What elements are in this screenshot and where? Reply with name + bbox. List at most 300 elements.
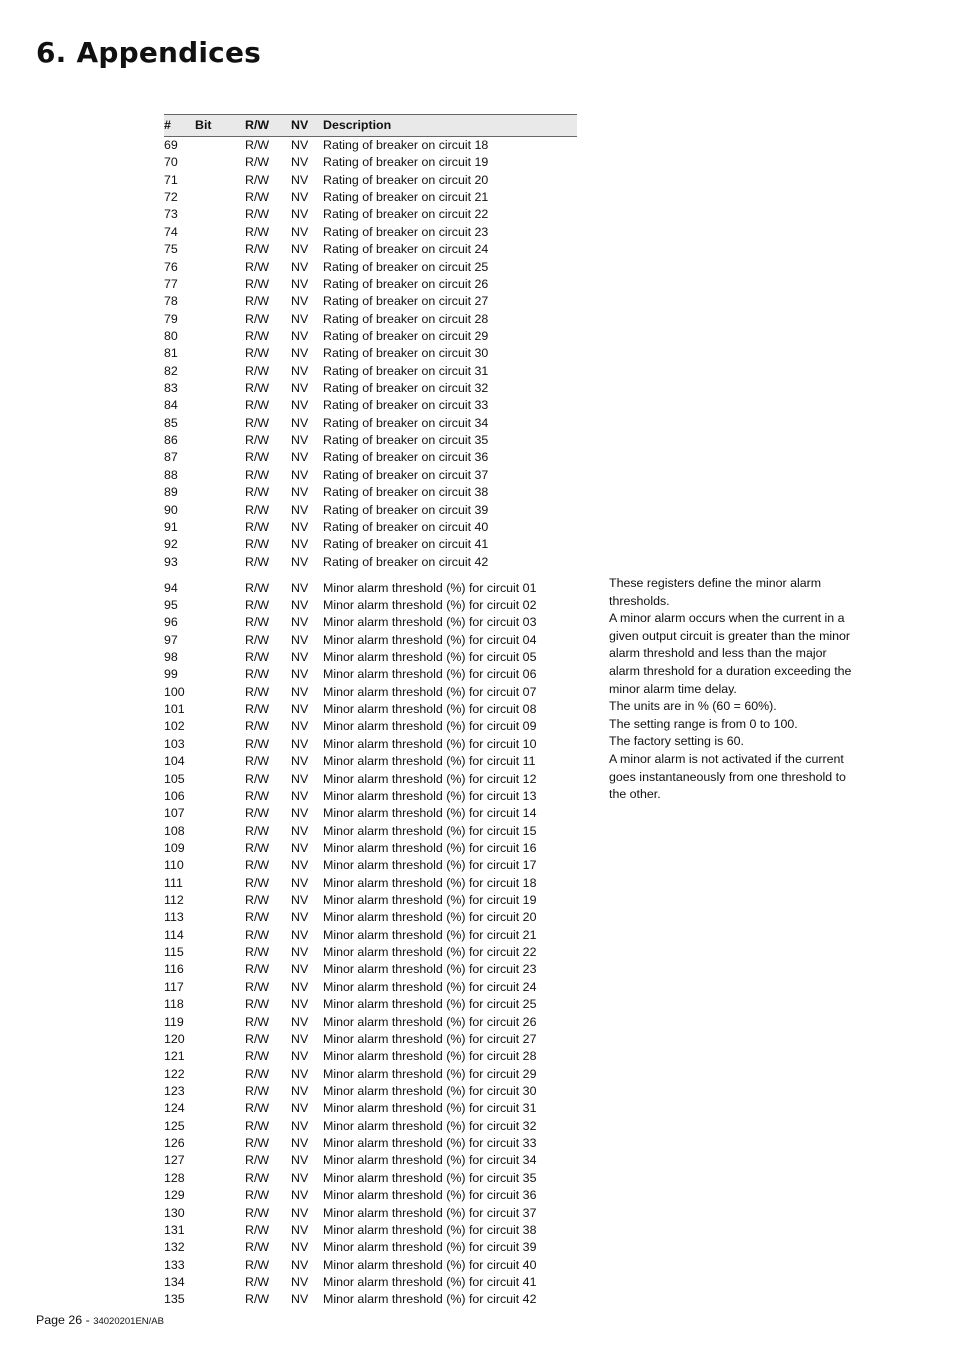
cell-rw: R/W <box>245 190 270 205</box>
cell-num: 126 <box>164 1136 185 1151</box>
cell-num: 75 <box>164 242 178 257</box>
cell-nv: NV <box>291 719 309 734</box>
cell-rw: R/W <box>245 155 270 170</box>
cell-nv: NV <box>291 1066 309 1081</box>
cell-nv: NV <box>291 138 309 152</box>
cell-num: 92 <box>164 537 178 552</box>
cell-description: Minor alarm threshold (%) for circuit 15 <box>323 823 537 838</box>
cell-nv: NV <box>291 1101 309 1116</box>
cell-rw: R/W <box>245 1101 270 1116</box>
cell-description: Minor alarm threshold (%) for circuit 13 <box>323 788 537 803</box>
cell-description: Rating of breaker on circuit 34 <box>323 415 489 430</box>
cell-num: 110 <box>164 858 184 873</box>
cell-num: 116 <box>164 962 184 977</box>
cell-rw: R/W <box>245 1153 270 1168</box>
cell-rw: R/W <box>245 962 270 977</box>
cell-rw: R/W <box>245 1188 270 1203</box>
table-row <box>164 944 577 961</box>
cell-rw: R/W <box>245 650 270 665</box>
cell-nv: NV <box>291 502 309 517</box>
cell-description: Minor alarm threshold (%) for circuit 38 <box>323 1222 537 1237</box>
cell-rw: R/W <box>245 242 270 257</box>
note-line: minor alarm time delay. <box>609 681 737 696</box>
cell-description: Rating of breaker on circuit 32 <box>323 381 489 396</box>
table-row <box>164 961 577 978</box>
cell-num: 104 <box>164 754 185 769</box>
cell-description: Minor alarm threshold (%) for circuit 37 <box>323 1205 537 1220</box>
cell-nv: NV <box>291 1014 309 1029</box>
cell-nv: NV <box>291 398 309 413</box>
cell-nv: NV <box>291 684 309 699</box>
note-line: alarm threshold for a duration exceeding the <box>609 663 852 678</box>
cell-description: Rating of breaker on circuit 29 <box>323 328 489 343</box>
cell-nv: NV <box>291 893 309 908</box>
note-line: thresholds. <box>609 593 670 608</box>
cell-description: Minor alarm threshold (%) for circuit 27 <box>323 1031 537 1046</box>
cell-num: 113 <box>164 910 184 925</box>
note-line: The units are in % (60 = 60%). <box>609 699 777 714</box>
cell-num: 111 <box>164 875 183 890</box>
cell-description: Rating of breaker on circuit 19 <box>323 155 489 170</box>
table-row <box>164 311 577 328</box>
cell-num: 128 <box>164 1170 185 1185</box>
cell-nv: NV <box>291 945 309 960</box>
table-row <box>164 1187 577 1204</box>
cell-num: 134 <box>164 1274 185 1289</box>
table-row <box>164 753 577 770</box>
cell-nv: NV <box>291 650 309 665</box>
cell-nv: NV <box>291 1136 309 1151</box>
cell-description: Minor alarm threshold (%) for circuit 04 <box>323 632 537 647</box>
cell-nv: NV <box>291 554 309 569</box>
cell-num: 114 <box>164 927 184 942</box>
table-row <box>164 1066 577 1083</box>
table-row <box>164 840 577 857</box>
table-row <box>164 1152 577 1169</box>
cell-description: Minor alarm threshold (%) for circuit 21 <box>323 927 537 942</box>
cell-nv: NV <box>291 667 309 682</box>
table-row <box>164 597 577 614</box>
register-table <box>164 114 577 1309</box>
cell-num: 122 <box>164 1066 185 1081</box>
cell-rw: R/W <box>245 788 270 803</box>
table-row <box>164 927 577 944</box>
cell-description: Rating of breaker on circuit 42 <box>323 554 489 569</box>
cell-rw: R/W <box>245 806 270 821</box>
cell-rw: R/W <box>245 207 270 222</box>
cell-description: Rating of breaker on circuit 40 <box>323 519 489 534</box>
cell-description: Rating of breaker on circuit 41 <box>323 537 489 552</box>
header-nv: NV <box>291 118 309 132</box>
cell-num: 81 <box>164 346 178 361</box>
header-num: # <box>164 118 171 132</box>
table-row <box>164 666 577 683</box>
cell-num: 125 <box>164 1118 185 1133</box>
cell-description: Rating of breaker on circuit 20 <box>323 172 489 187</box>
cell-rw: R/W <box>245 294 270 309</box>
cell-num: 91 <box>164 519 178 534</box>
table-row <box>164 1014 577 1031</box>
table-row <box>164 1291 577 1308</box>
cell-num: 80 <box>164 328 178 343</box>
cell-description: Minor alarm threshold (%) for circuit 06 <box>323 667 537 682</box>
note-line: A minor alarm is not activated if the current <box>609 751 844 766</box>
table-row <box>164 1257 577 1274</box>
cell-rw: R/W <box>245 450 270 465</box>
table-row <box>164 502 577 519</box>
cell-num: 85 <box>164 415 178 430</box>
cell-nv: NV <box>291 771 309 786</box>
cell-description: Minor alarm threshold (%) for circuit 41 <box>323 1274 537 1289</box>
cell-rw: R/W <box>245 858 270 873</box>
table-row <box>164 345 577 362</box>
cell-nv: NV <box>291 1274 309 1289</box>
cell-nv: NV <box>291 1084 309 1098</box>
table-row <box>164 519 577 536</box>
note-line: These registers define the minor alarm <box>609 576 822 590</box>
table-row <box>164 580 577 597</box>
cell-num: 94 <box>164 580 178 595</box>
cell-rw: R/W <box>245 1084 270 1098</box>
cell-rw: R/W <box>245 415 270 430</box>
table-row <box>164 293 577 310</box>
footer-doc-code: 34020201EN/AB <box>93 1316 164 1327</box>
cell-description: Minor alarm threshold (%) for circuit 30 <box>323 1084 537 1098</box>
cell-description: Rating of breaker on circuit 30 <box>323 346 489 361</box>
table-row <box>164 1135 577 1152</box>
group-spacer <box>164 571 577 580</box>
cell-description: Rating of breaker on circuit 24 <box>323 242 489 257</box>
table-row <box>164 614 577 631</box>
cell-description: Minor alarm threshold (%) for circuit 29 <box>323 1066 537 1081</box>
cell-rw: R/W <box>245 1014 270 1029</box>
cell-num: 123 <box>164 1084 185 1098</box>
cell-nv: NV <box>291 910 309 925</box>
table-row <box>164 909 577 926</box>
cell-description: Rating of breaker on circuit 22 <box>323 207 489 222</box>
cell-rw: R/W <box>245 667 270 682</box>
cell-description: Minor alarm threshold (%) for circuit 08 <box>323 702 537 717</box>
cell-nv: NV <box>291 927 309 942</box>
cell-nv: NV <box>291 1188 309 1203</box>
table-row <box>164 467 577 484</box>
cell-rw: R/W <box>245 363 270 378</box>
table-row <box>164 1205 577 1222</box>
cell-description: Rating of breaker on circuit 39 <box>323 502 489 517</box>
cell-num: 118 <box>164 997 184 1012</box>
cell-description: Rating of breaker on circuit 25 <box>323 259 489 274</box>
note-line: given output circuit is greater than the minor <box>609 628 851 643</box>
cell-rw: R/W <box>245 328 270 343</box>
cell-nv: NV <box>291 702 309 717</box>
cell-description: Rating of breaker on circuit 37 <box>323 467 489 482</box>
table-row <box>164 1100 577 1117</box>
cell-description: Minor alarm threshold (%) for circuit 05 <box>323 650 537 665</box>
cell-nv: NV <box>291 467 309 482</box>
cell-rw: R/W <box>245 823 270 838</box>
cell-nv: NV <box>291 962 309 977</box>
cell-num: 120 <box>164 1031 185 1046</box>
cell-nv: NV <box>291 155 309 170</box>
cell-num: 133 <box>164 1257 185 1272</box>
cell-nv: NV <box>291 172 309 187</box>
cell-nv: NV <box>291 580 309 595</box>
cell-description: Minor alarm threshold (%) for circuit 09 <box>323 719 537 734</box>
minor-alarm-note <box>609 575 869 804</box>
table-row <box>164 771 577 788</box>
cell-nv: NV <box>291 979 309 994</box>
cell-num: 117 <box>164 979 184 994</box>
cell-num: 79 <box>164 311 178 326</box>
cell-description: Rating of breaker on circuit 28 <box>323 311 489 326</box>
table-row <box>164 892 577 909</box>
cell-nv: NV <box>291 433 309 448</box>
cell-rw: R/W <box>245 597 270 612</box>
cell-description: Minor alarm threshold (%) for circuit 31 <box>323 1101 537 1116</box>
cell-rw: R/W <box>245 537 270 552</box>
cell-description: Rating of breaker on circuit 36 <box>323 450 489 465</box>
cell-rw: R/W <box>245 684 270 699</box>
cell-num: 131 <box>164 1222 185 1237</box>
cell-nv: NV <box>291 736 309 751</box>
cell-nv: NV <box>291 597 309 612</box>
cell-nv: NV <box>291 485 309 500</box>
table-row <box>164 1083 577 1100</box>
cell-description: Minor alarm threshold (%) for circuit 34 <box>323 1153 537 1168</box>
cell-rw: R/W <box>245 1257 270 1272</box>
cell-num: 108 <box>164 823 185 838</box>
cell-nv: NV <box>291 519 309 534</box>
table-row <box>164 1048 577 1065</box>
cell-num: 103 <box>164 736 185 751</box>
table-row <box>164 206 577 223</box>
cell-description: Rating of breaker on circuit 33 <box>323 398 489 413</box>
cell-rw: R/W <box>245 702 270 717</box>
table-row <box>164 996 577 1013</box>
cell-nv: NV <box>291 259 309 274</box>
cell-num: 135 <box>164 1292 185 1307</box>
page-title: 6. Appendices <box>36 36 262 69</box>
table-row <box>164 1118 577 1135</box>
cell-nv: NV <box>291 754 309 769</box>
note-line: alarm threshold and less than the major <box>609 646 827 661</box>
cell-rw: R/W <box>245 554 270 569</box>
cell-num: 112 <box>164 893 184 908</box>
cell-num: 105 <box>164 771 185 786</box>
cell-rw: R/W <box>245 311 270 326</box>
cell-description: Minor alarm threshold (%) for circuit 17 <box>323 858 537 873</box>
cell-description: Minor alarm threshold (%) for circuit 36 <box>323 1188 537 1203</box>
cell-rw: R/W <box>245 346 270 361</box>
footer-page-number: Page 26 - <box>36 1313 90 1327</box>
cell-num: 101 <box>164 702 185 717</box>
cell-description: Minor alarm threshold (%) for circuit 32 <box>323 1118 537 1133</box>
cell-description: Minor alarm threshold (%) for circuit 26 <box>323 1014 537 1029</box>
cell-nv: NV <box>291 242 309 257</box>
cell-description: Rating of breaker on circuit 21 <box>323 190 489 205</box>
cell-description: Rating of breaker on circuit 18 <box>323 138 489 152</box>
cell-description: Minor alarm threshold (%) for circuit 12 <box>323 771 537 786</box>
cell-nv: NV <box>291 415 309 430</box>
note-line: A minor alarm occurs when the current in a <box>609 611 845 626</box>
cell-rw: R/W <box>245 1136 270 1151</box>
table-row <box>164 224 577 241</box>
cell-nv: NV <box>291 806 309 821</box>
table-row <box>164 328 577 345</box>
cell-nv: NV <box>291 1257 309 1272</box>
cell-nv: NV <box>291 276 309 291</box>
cell-description: Rating of breaker on circuit 35 <box>323 433 489 448</box>
table-row <box>164 788 577 805</box>
cell-nv: NV <box>291 207 309 222</box>
cell-rw: R/W <box>245 467 270 482</box>
table-row <box>164 449 577 466</box>
table-row <box>164 1274 577 1291</box>
table-header <box>164 114 577 137</box>
cell-rw: R/W <box>245 224 270 239</box>
cell-rw: R/W <box>245 615 270 630</box>
table-row <box>164 432 577 449</box>
breaker-rating-rows <box>164 137 577 571</box>
cell-rw: R/W <box>245 771 270 786</box>
cell-num: 106 <box>164 788 185 803</box>
cell-num: 127 <box>164 1153 185 1168</box>
note-line: The setting range is from 0 to 100. <box>609 716 798 731</box>
cell-rw: R/W <box>245 754 270 769</box>
cell-num: 72 <box>164 190 178 205</box>
table-row <box>164 241 577 258</box>
note-line: the other. <box>609 787 661 802</box>
cell-rw: R/W <box>245 1274 270 1289</box>
cell-description: Minor alarm threshold (%) for circuit 03 <box>323 615 537 630</box>
cell-num: 99 <box>164 667 178 682</box>
cell-nv: NV <box>291 1170 309 1185</box>
cell-description: Minor alarm threshold (%) for circuit 19 <box>323 893 537 908</box>
table-row <box>164 536 577 553</box>
cell-nv: NV <box>291 840 309 855</box>
cell-nv: NV <box>291 632 309 647</box>
table-row <box>164 718 577 735</box>
cell-num: 93 <box>164 554 178 569</box>
page-footer <box>36 1313 164 1327</box>
cell-description: Minor alarm threshold (%) for circuit 16 <box>323 840 537 855</box>
cell-nv: NV <box>291 997 309 1012</box>
cell-nv: NV <box>291 823 309 838</box>
table-row <box>164 554 577 571</box>
cell-num: 102 <box>164 719 185 734</box>
cell-rw: R/W <box>245 910 270 925</box>
cell-num: 97 <box>164 632 178 647</box>
table-row <box>164 857 577 874</box>
table-row <box>164 875 577 892</box>
cell-rw: R/W <box>245 276 270 291</box>
cell-num: 90 <box>164 502 178 517</box>
cell-num: 88 <box>164 467 178 482</box>
table-row <box>164 823 577 840</box>
cell-rw: R/W <box>245 485 270 500</box>
cell-rw: R/W <box>245 632 270 647</box>
table-row <box>164 736 577 753</box>
cell-num: 77 <box>164 276 178 291</box>
table-row <box>164 1222 577 1239</box>
cell-num: 71 <box>164 172 178 187</box>
cell-num: 69 <box>164 138 178 152</box>
cell-nv: NV <box>291 858 309 873</box>
cell-description: Minor alarm threshold (%) for circuit 14 <box>323 806 537 821</box>
cell-nv: NV <box>291 1031 309 1046</box>
cell-num: 78 <box>164 294 178 309</box>
table-row <box>164 363 577 380</box>
cell-description: Minor alarm threshold (%) for circuit 22 <box>323 945 537 960</box>
cell-nv: NV <box>291 788 309 803</box>
cell-nv: NV <box>291 363 309 378</box>
cell-rw: R/W <box>245 1170 270 1185</box>
cell-nv: NV <box>291 1118 309 1133</box>
cell-rw: R/W <box>245 1222 270 1237</box>
cell-num: 89 <box>164 485 178 500</box>
table-row <box>164 805 577 822</box>
table-row <box>164 259 577 276</box>
cell-nv: NV <box>291 1049 309 1064</box>
cell-num: 87 <box>164 450 178 465</box>
table-row <box>164 137 577 154</box>
cell-num: 96 <box>164 615 178 630</box>
cell-nv: NV <box>291 875 309 890</box>
table-row <box>164 1031 577 1048</box>
cell-num: 86 <box>164 433 178 448</box>
cell-rw: R/W <box>245 736 270 751</box>
cell-nv: NV <box>291 294 309 309</box>
table-row <box>164 189 577 206</box>
table-row <box>164 649 577 666</box>
header-bit: Bit <box>195 118 212 132</box>
header-rw: R/W <box>245 118 270 132</box>
cell-rw: R/W <box>245 138 270 152</box>
cell-rw: R/W <box>245 1031 270 1046</box>
cell-description: Minor alarm threshold (%) for circuit 02 <box>323 597 537 612</box>
table-row <box>164 632 577 649</box>
table-row <box>164 154 577 171</box>
cell-description: Minor alarm threshold (%) for circuit 40 <box>323 1257 537 1272</box>
cell-num: 82 <box>164 363 178 378</box>
cell-description: Minor alarm threshold (%) for circuit 42 <box>323 1292 537 1307</box>
cell-rw: R/W <box>245 398 270 413</box>
cell-num: 70 <box>164 155 178 170</box>
cell-rw: R/W <box>245 997 270 1012</box>
cell-num: 95 <box>164 597 178 612</box>
cell-description: Minor alarm threshold (%) for circuit 11 <box>323 754 536 769</box>
cell-num: 107 <box>164 806 185 821</box>
cell-rw: R/W <box>245 875 270 890</box>
cell-num: 121 <box>164 1049 185 1064</box>
table-row <box>164 484 577 501</box>
cell-nv: NV <box>291 615 309 630</box>
table-row <box>164 701 577 718</box>
cell-num: 84 <box>164 398 178 413</box>
cell-nv: NV <box>291 1292 309 1307</box>
cell-nv: NV <box>291 346 309 361</box>
cell-nv: NV <box>291 328 309 343</box>
cell-rw: R/W <box>245 719 270 734</box>
cell-nv: NV <box>291 381 309 396</box>
table-row <box>164 415 577 432</box>
cell-num: 74 <box>164 224 178 239</box>
cell-description: Rating of breaker on circuit 31 <box>323 363 489 378</box>
cell-nv: NV <box>291 450 309 465</box>
cell-num: 132 <box>164 1240 185 1255</box>
cell-rw: R/W <box>245 259 270 274</box>
cell-nv: NV <box>291 1205 309 1220</box>
